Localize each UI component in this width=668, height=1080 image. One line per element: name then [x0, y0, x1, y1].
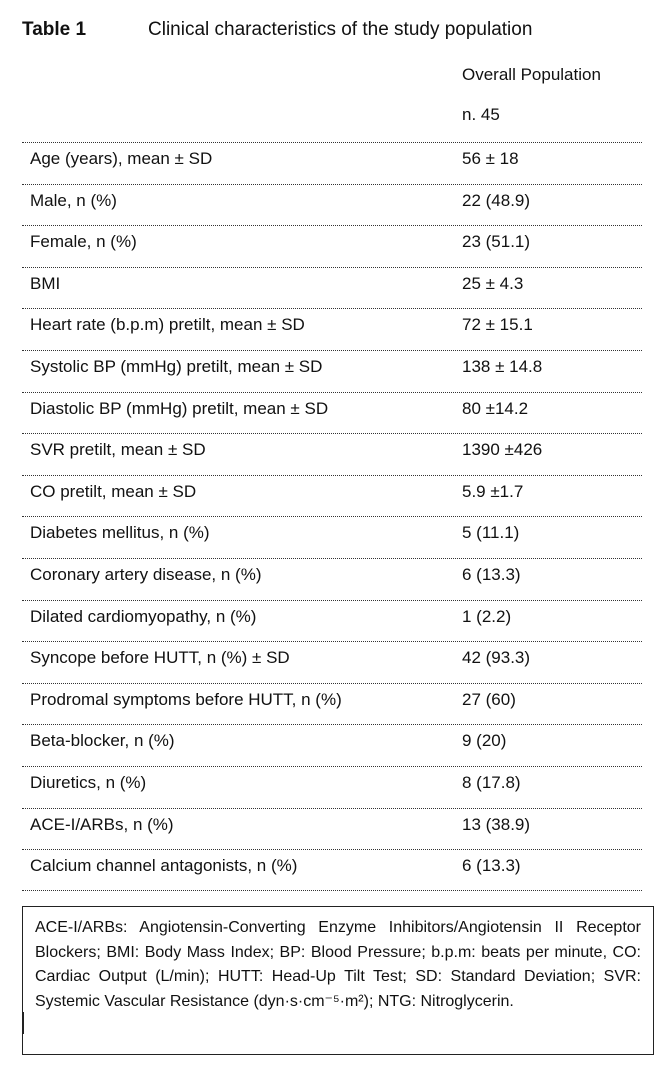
- row-value: 27 (60): [462, 689, 516, 709]
- table-row: [22, 808, 642, 850]
- row-label: Systolic BP (mmHg) pretilt, mean ± SD: [30, 356, 323, 376]
- row-label: Female, n (%): [30, 232, 137, 252]
- row-value: 9 (20): [462, 731, 507, 751]
- table-row: [22, 766, 642, 808]
- row-value: 8 (17.8): [462, 772, 521, 792]
- table-row: [22, 267, 642, 309]
- row-label: Prodromal symptoms before HUTT, n (%): [30, 689, 342, 709]
- row-label: Diastolic BP (mmHg) pretilt, mean ± SD: [30, 398, 329, 418]
- row-label: Diuretics, n (%): [30, 772, 147, 792]
- row-value: 5.9 ±1.7: [462, 481, 524, 501]
- column-header-n: n. 45: [462, 105, 500, 124]
- row-label: Coronary artery disease, n (%): [30, 564, 262, 584]
- abbreviations-footnote: ACE-I/ARBs: Angiotensin-Converting Enzyme Inhibitors/Angiotensin II Receptor Blockers; BMI: Body Mass Index; BP: Blood Pressure; b.p.m: beats per minute, CO: Cardiac Output (L/min); HUTT: Head-Up Tilt Test; SD: Standard Deviation; SVR: Systemic Vascular Resistance (dyn·s·cm⁻⁵·m²); NTG: Nitroglycerin.: [22, 906, 654, 1055]
- table-row: [22, 600, 642, 642]
- table-row: [22, 475, 642, 517]
- table-row: [22, 724, 642, 766]
- table-row: [22, 225, 642, 267]
- row-value: 72 ± 15.1: [462, 315, 533, 335]
- row-value: 42 (93.3): [462, 648, 531, 668]
- row-label: Beta-blocker, n (%): [30, 731, 175, 751]
- row-label: Heart rate (b.p.m) pretilt, mean ± SD: [30, 315, 305, 335]
- row-value: 1390 ±426: [462, 440, 543, 460]
- row-value: 6 (13.3): [462, 564, 521, 584]
- table-row: [22, 392, 642, 434]
- row-value: 56 ± 18: [462, 149, 519, 168]
- table-caption: [22, 18, 532, 42]
- table-row: [22, 433, 642, 475]
- row-label: CO pretilt, mean ± SD: [30, 481, 197, 501]
- row-label: Age (years), mean ± SD: [30, 149, 213, 168]
- row-label: Dilated cardiomyopathy, n (%): [30, 606, 257, 626]
- row-value: 23 (51.1): [462, 232, 531, 252]
- row-value: 5 (11.1): [462, 523, 520, 543]
- characteristics-table: [22, 142, 642, 891]
- row-label: Male, n (%): [30, 190, 117, 210]
- row-value: 6 (13.3): [462, 856, 521, 876]
- table-row: [22, 308, 642, 350]
- row-label: Syncope before HUTT, n (%) ± SD: [30, 648, 290, 668]
- table-row: [22, 558, 642, 600]
- table-row: [22, 142, 642, 184]
- table-number: Table 1: [22, 19, 87, 40]
- table-title: Clinical characteristics of the study population: [148, 19, 533, 40]
- row-value: 1 (2.2): [462, 606, 512, 626]
- table-row: [22, 516, 642, 558]
- row-value: 13 (38.9): [462, 814, 531, 834]
- table-row: [22, 184, 642, 226]
- table-row: [22, 849, 642, 891]
- row-label: Calcium channel antagonists, n (%): [30, 856, 298, 876]
- row-value: 22 (48.9): [462, 190, 531, 210]
- row-label: BMI: [30, 273, 61, 293]
- column-header-title: Overall Population: [462, 65, 601, 84]
- row-value: 25 ± 4.3: [462, 273, 524, 293]
- footnote-edge-mark: [22, 1012, 24, 1034]
- table-row: [22, 350, 642, 392]
- table-row: [22, 683, 642, 725]
- table-row: [22, 641, 642, 683]
- row-label: ACE-I/ARBs, n (%): [30, 814, 174, 834]
- row-value: 80 ±14.2: [462, 398, 529, 418]
- row-label: Diabetes mellitus, n (%): [30, 523, 210, 543]
- row-label: SVR pretilt, mean ± SD: [30, 440, 206, 460]
- row-value: 138 ± 14.8: [462, 356, 543, 376]
